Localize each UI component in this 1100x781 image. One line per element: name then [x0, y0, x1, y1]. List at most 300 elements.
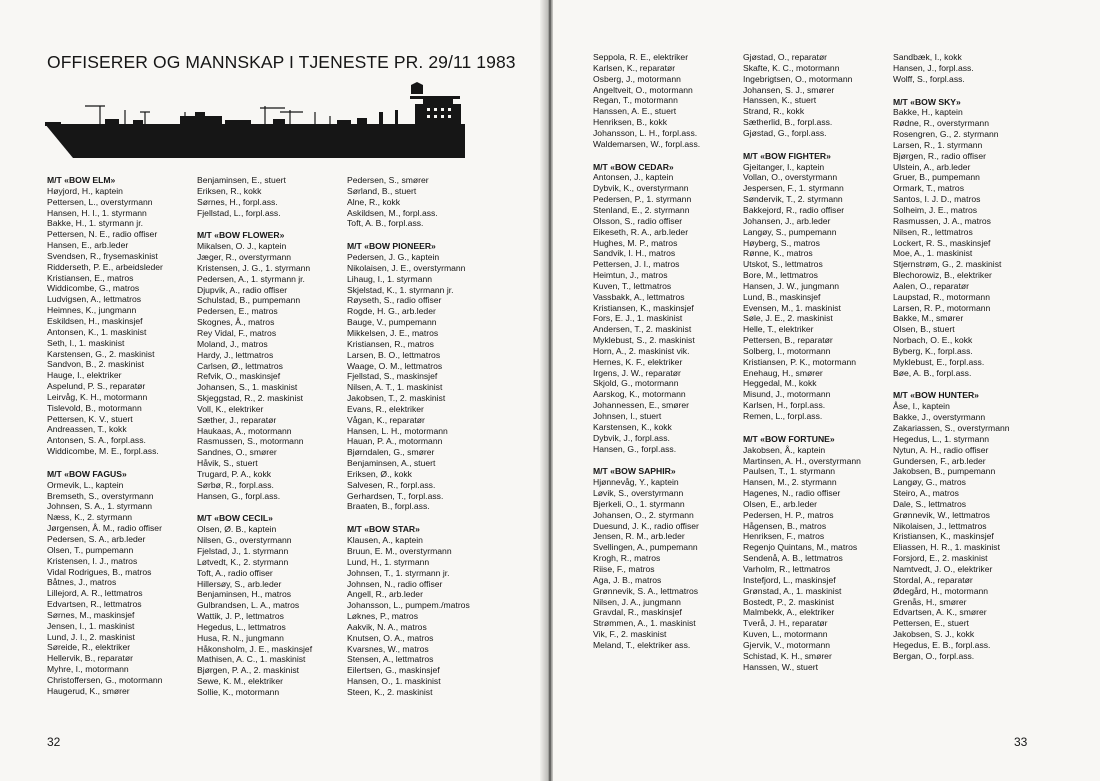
crew-member-line: Myhre, I., motormann	[47, 664, 129, 675]
crew-member-line: Tverå, J. H., reparatør	[743, 618, 828, 629]
crew-member-line: Seppola, R. E., elektriker	[593, 52, 689, 62]
crew-member-line: Braaten, B., forpl.ass.	[347, 501, 430, 512]
crew-member-line: Misund, J., motormann	[743, 389, 831, 400]
crew-column-1	[47, 175, 207, 709]
crew-member-line: Mikkelsen, J. E., matros	[347, 327, 439, 338]
crew-member-line: Henriksen, B., kokk	[593, 117, 668, 128]
crew-member-line: Evensen, M., 1. maskinist	[743, 302, 841, 313]
crew-member-line: Kristensen, I. J., matros	[47, 555, 138, 566]
crew-member-line: Edvartsen, A. K., smører	[893, 607, 987, 618]
crew-member-line: Røyseth, S., radio offiser	[347, 295, 442, 306]
crew-member-line: Ridderseth, P. E., arbeidsleder	[47, 261, 163, 272]
crew-member-line: Fjelstad, J., 1. styrmann	[197, 546, 289, 556]
crew-member-line: Johnsen, S. A., 1. styrmann	[47, 501, 153, 512]
crew-member-line: Sandbæk, I., kokk	[893, 52, 962, 62]
crew-member-line: Olsen, Ø. B., kaptein	[197, 524, 277, 535]
crew-member-line: Moe, A., 1. maskinist	[893, 248, 973, 259]
crew-member-line: Sewe, K. M., elektriker	[197, 676, 283, 687]
crew-member-line: Hillersøy, S., arb.leder	[197, 578, 282, 589]
crew-member-line: Bakkejord, R., radio offiser	[743, 204, 845, 215]
crew-member-line: Solberg, I., motormann	[743, 345, 831, 356]
crew-member-line: Djupvik, A., radio offiser	[197, 284, 288, 295]
crew-member-line: Karstensen, G., 2. maskinist	[47, 348, 155, 359]
crew-member-line: Laupstad, R., motormann	[893, 291, 990, 302]
crew-member-line: Sætherlid, B., forpl.ass.	[743, 117, 833, 128]
crew-member-line: Jørgensen, Å. M., radio offiser	[47, 523, 162, 534]
crew-member-line: Nikolaisen, J., lettmatros	[893, 520, 987, 531]
crew-member-line: Heggedal, M., kokk	[743, 378, 817, 389]
ship-heading: M/T «BOW FLOWER»	[197, 230, 285, 241]
page-number-left: 32	[47, 735, 61, 749]
crew-member-line: Osberg, J., motormann	[593, 73, 681, 84]
crew-member-line: Voll, K., elektriker	[197, 403, 264, 414]
crew-member-line: Ormevik, L., kaptein	[47, 479, 124, 490]
crew-member-line: Heimtun, J., matros	[593, 270, 668, 281]
crew-member-line: Pedersen, H. P., matros	[743, 509, 834, 520]
crew-member-line: Vik, F., 2. maskinist	[593, 629, 667, 640]
ship-crew-list	[347, 241, 507, 512]
crew-member-line: Sørnes, M., maskinsjef	[47, 609, 135, 620]
crew-member-line: Skjeggstad, R., 2. maskinist	[197, 393, 304, 404]
crew-member-line: Forsjord, E., 2. maskinist	[893, 553, 988, 564]
crew-member-line: Benjaminsen, E., stuert	[197, 175, 286, 185]
crew-member-line: Pedersen, E., matros	[197, 306, 278, 317]
crew-member-line: Rosengren, G., 2. styrmann	[893, 129, 999, 140]
crew-member-line: Remen, L., forpl.ass.	[743, 411, 823, 421]
crew-member-line: Lillejord, A. R., lettmatros	[47, 588, 143, 599]
crew-lines	[197, 175, 357, 218]
crew-member-line: Waage, O. M., lettmatros	[347, 360, 443, 371]
ship-heading: M/T «BOW CECIL»	[197, 513, 273, 524]
crew-member-line: Nytun, A. H., radio offiser	[893, 444, 989, 455]
crew-member-line: Johansen, S., 1. maskinist	[197, 382, 298, 393]
crew-member-line: Jakobsen, T., 2. maskinist	[347, 393, 446, 404]
crew-member-line: Karlsen, K., reparatør	[593, 62, 676, 73]
crew-member-line: Vågan, K., reparatør	[347, 414, 425, 425]
ship-heading: M/T «BOW FIGHTER»	[743, 150, 831, 161]
crew-lines	[347, 535, 507, 698]
crew-lines	[347, 252, 507, 512]
crew-member-line: Carlsen, Ø., lettmatros	[197, 360, 283, 371]
crew-member-line: Zakariassen, S., overstyrmann	[893, 423, 1010, 433]
crew-member-line: Steen, K., 2. maskinist	[347, 686, 433, 697]
ship-crew-list	[347, 524, 507, 698]
crew-member-line: Strand, R., kokk	[743, 106, 805, 117]
crew-member-line: Pettersen, J. I., matros	[593, 259, 680, 270]
ship-crew-list-continued	[893, 52, 1053, 85]
crew-member-line: Eilertsen, G., maskinsjef	[347, 665, 440, 676]
crew-member-line: Duesund, J. K., radio offiser	[593, 520, 699, 531]
crew-member-line: Antonsen, K., 1. maskinist	[47, 326, 147, 337]
ship-crew-list	[893, 97, 1053, 379]
crew-column-2	[197, 175, 357, 710]
crew-member-line: Gjøstad, G., forpl.ass.	[743, 127, 827, 138]
crew-member-line: Hansen, H. I., 1. styrmann	[47, 207, 147, 218]
crew-member-line: Angell, R., arb.leder	[347, 589, 423, 600]
crew-member-line: Fjellstad, L., forpl.ass.	[197, 207, 281, 218]
crew-member-line: Jensen, R. M., arb.leder	[593, 531, 685, 542]
crew-member-line: Karlsen, H., forpl.ass.	[743, 400, 826, 411]
crew-member-line: Langøy, S., pumpemann	[743, 226, 837, 237]
ship-heading: M/T «BOW ELM»	[47, 175, 116, 185]
ship-crew-list	[743, 434, 903, 673]
ship-crew-list-continued	[197, 175, 357, 218]
crew-member-line: Gjeitanger, I., kaptein	[743, 161, 825, 172]
ship-crew-list	[197, 230, 357, 501]
crew-member-line: Evans, R., elektriker	[347, 403, 424, 414]
crew-member-line: Pettersen, E., stuert	[893, 618, 969, 629]
crew-member-line: Johnsen, I., stuert	[593, 411, 662, 421]
crew-member-line: Ormark, T., matros	[893, 183, 964, 194]
crew-member-line: Olsson, S., radio offiser	[593, 215, 683, 226]
crew-member-line: Johansen, S. J., smører	[743, 84, 835, 95]
crew-member-line: Olsen, B., stuert	[893, 324, 955, 335]
tanker-ship-illustration	[45, 82, 495, 164]
crew-member-line: Stordal, A., reparatør	[893, 574, 973, 585]
crew-lines	[197, 524, 357, 698]
ship-crew-list	[743, 151, 903, 422]
crew-member-line: Pedersen, A., 1. styrmann jr.	[197, 273, 305, 284]
crew-member-line: Irgens, J. W., reparatør	[593, 367, 681, 378]
crew-member-line: Haukaas, A., motormann	[197, 425, 292, 436]
crew-member-line: Søndervik, T., 2. styrmann	[743, 194, 843, 205]
crew-member-line: Jakobsen, B., pumpemann	[893, 466, 996, 477]
ship-crew-list	[893, 390, 1053, 661]
crew-member-line: Rasmussen, J. A., matros	[893, 215, 991, 226]
crew-member-line: Lund, J. I., 2. maskinist	[47, 631, 135, 642]
crew-member-line: Aalen, O., reparatør	[893, 280, 969, 291]
crew-member-line: Aga, J. B., matros	[593, 574, 662, 585]
crew-member-line: Karstensen, K., kokk	[593, 421, 672, 432]
crew-member-line: Skjold, G., motormann	[593, 378, 679, 389]
ship-heading: M/T «BOW FAGUS»	[47, 468, 127, 479]
crew-member-line: Larsen, B. O., lettmatros	[347, 349, 441, 360]
crew-member-line: Kristiansen, K., maskinsjef	[593, 302, 694, 313]
crew-member-line: Hegedus, L., 1. styrmann	[893, 433, 990, 444]
crew-member-line: Pettersen, N. E., radio offiser	[47, 229, 158, 240]
crew-member-line: Haugerud, K., smører	[47, 685, 130, 696]
crew-member-line: Bore, M., lettmatros	[743, 270, 818, 281]
crew-member-line: Hjønnevåg, Y., kaptein	[593, 477, 679, 488]
crew-member-line: Askildsen, M., forpl.ass.	[347, 207, 438, 218]
crew-member-line: Solheim, J. E., matros	[893, 204, 978, 215]
ship-heading: M/T «BOW CEDAR»	[593, 161, 674, 172]
crew-member-line: Bjerkeli, O., 1. styrmann	[593, 498, 685, 509]
crew-member-line: Eriksen, Ø., kokk	[347, 468, 412, 479]
crew-member-line: Nilsen, A. T., 1. maskinist	[347, 382, 443, 393]
crew-member-line: Grenås, H., smører	[893, 596, 967, 607]
crew-member-line: Håvik, S., stuert	[197, 458, 258, 469]
ship-heading: M/T «BOW SKY»	[893, 96, 961, 107]
crew-member-line: Hanssen, W., stuert	[743, 661, 818, 672]
crew-lines	[593, 477, 753, 651]
ship-heading: M/T «BOW FORTUNE»	[743, 433, 835, 444]
crew-member-line: Krogh, R., matros	[593, 553, 661, 564]
crew-member-line: Hernes, K. F., elektriker	[593, 356, 683, 367]
crew-member-line: Gundersen, F., arb.leder	[893, 455, 986, 466]
crew-member-line: Salvesen, R., forpl.ass.	[347, 479, 436, 490]
ship-heading: M/T «BOW HUNTER»	[893, 390, 979, 401]
crew-member-line: Paulsen, T., 1. styrmann	[743, 466, 836, 477]
crew-member-line: Rasmussen, S., motormann	[197, 436, 304, 447]
crew-member-line: Martinsen, A. H., overstyrmann	[743, 455, 861, 466]
crew-member-line: Myklebust, S., 2. maskinist	[593, 335, 695, 346]
crew-member-line: Widdicombe, G., matros	[47, 283, 140, 294]
crew-member-line: Vassbakk, A., lettmatros	[593, 291, 685, 302]
crew-member-line: Mathisen, A. C., 1. maskinist	[197, 654, 306, 665]
crew-member-line: Angeltveit, O., motormann	[593, 84, 693, 95]
crew-member-line: Svendsen, R., frysemaskinist	[47, 250, 158, 261]
crew-member-line: Byberg, K., forpl.ass.	[893, 345, 973, 356]
crew-member-line: Søreide, R., elektriker	[47, 642, 131, 653]
crew-member-line: Johansson, L., pumpem./matros	[347, 600, 470, 611]
crew-member-line: Hauge, I., elektriker	[47, 370, 122, 381]
crew-member-line: Enehaug, H., smører	[743, 367, 823, 378]
ship-heading: M/T «BOW SAPHIR»	[593, 466, 676, 477]
crew-member-line: Åse, I., kaptein	[893, 401, 950, 412]
crew-member-line: Wolff, S., forpl.ass.	[893, 73, 965, 84]
crew-member-line: Helle, T., elektriker	[743, 324, 814, 335]
crew-member-line: Jæger, R., overstyrmann	[197, 252, 292, 263]
crew-member-line: Antonsen, J., kaptein	[593, 172, 674, 183]
crew-member-line: Johnsen, T., 1. styrmann jr.	[347, 567, 450, 578]
crew-member-line: Mikalsen, O. J., kaptein	[197, 241, 287, 252]
crew-member-line: Lockert, R. S., maskinsjef	[893, 237, 991, 248]
crew-lines	[47, 186, 207, 457]
crew-member-line: Sandvon, B., 2. maskinist	[47, 359, 144, 370]
crew-member-line: Johansson, L. H., forpl.ass.	[593, 127, 698, 138]
crew-member-line: Instefjord, L., maskinsjef	[743, 574, 836, 585]
crew-member-line: Hansen, J., forpl.ass.	[893, 62, 974, 73]
crew-member-line: Pettersen, L., overstyrmann	[47, 196, 153, 207]
crew-member-line: Edvartsen, R., lettmatros	[47, 599, 142, 610]
crew-lines	[743, 445, 903, 673]
crew-member-line: Bjørgen, R., radio offiser	[893, 150, 986, 161]
crew-column-4	[593, 52, 753, 663]
crew-member-line: Antonsen, S. A., forpl.ass.	[47, 435, 146, 446]
crew-member-line: Eskildsen, H., maskinsjef	[47, 315, 143, 326]
ship-heading: M/T «BOW PIONEER»	[347, 241, 436, 252]
crew-member-line: Gjøstad, O., reparatør	[743, 52, 828, 62]
ship-crew-list	[47, 175, 207, 457]
crew-member-line: Kristiansen, P. K., motormann	[743, 356, 857, 367]
crew-member-line: Håkonsholm, J. E., maskinsjef	[197, 643, 313, 654]
crew-member-line: Kvarsnes, W., matros	[347, 643, 429, 654]
crew-member-line: Pedersen, S. A., arb.leder	[47, 534, 146, 544]
crew-member-line: Bøe, A. B., forpl.ass.	[893, 367, 972, 378]
crew-member-line: Fjellstad, S., maskinsjef	[347, 371, 438, 382]
crew-member-line: Leirvåg, K. H., motormann	[47, 391, 148, 402]
crew-member-line: Rødne, R., overstyrmann	[893, 118, 989, 129]
crew-member-line: Jakobsen, Å., kaptein	[743, 444, 826, 455]
crew-member-line: Rogde, H. G., arb.leder	[347, 306, 436, 317]
crew-member-line: Jespersen, F., 1. styrmann	[743, 183, 844, 194]
crew-member-line: Eikeseth, R. A., arb.leder	[593, 226, 689, 237]
crew-member-line: Aarskog, K., motormann	[593, 389, 686, 400]
crew-member-line: Ludvigsen, A., lettmatros	[47, 294, 142, 305]
crew-member-line: Toft, A. B., forpl.ass.	[347, 218, 424, 229]
page-number-right: 33	[1014, 735, 1028, 749]
crew-member-line: Riise, F., matros	[593, 563, 655, 574]
crew-member-line: Johansen, J., arb.leder	[743, 215, 831, 226]
crew-member-line: Dybvik, J., forpl.ass.	[593, 432, 670, 443]
crew-lines	[893, 107, 1053, 378]
crew-member-line: Eliassen, H. R., 1. maskinist	[893, 542, 1000, 553]
crew-member-line: Benjaminsen, H., matros	[197, 589, 292, 600]
crew-member-line: Nilsen, J. A., jungmann	[593, 596, 681, 607]
crew-member-line: Johansen, O., 2. styrmann	[593, 509, 694, 520]
crew-member-line: Fors, E. J., 1. maskinist	[593, 313, 683, 324]
crew-member-line: Pettersen, K. V., stuert	[47, 413, 133, 424]
crew-member-line: Gjervik, V., motormann	[743, 639, 831, 650]
crew-member-line: Høyberg, S., matros	[743, 237, 820, 248]
page-title: OFFISERER OG MANNSKAP I TJENESTE PR. 29/11 1983	[47, 52, 516, 72]
ship-crew-list-continued	[347, 175, 507, 229]
ship-crew-list	[593, 466, 753, 650]
crew-member-line: Bauge, V., pumpemann	[347, 317, 437, 328]
crew-lines	[197, 241, 357, 501]
crew-member-line: Nilsen, R., lettmatros	[893, 226, 973, 237]
crew-member-line: Steiro, A., matros	[893, 488, 959, 499]
crew-member-line: Næss, K., 2. styrmann	[47, 512, 133, 523]
crew-member-line: Seth, I., 1. maskinist	[47, 337, 125, 348]
crew-member-line: Bakke, H., 1. styrmann jr.	[47, 218, 143, 229]
crew-member-line: Hansen, G., forpl.ass.	[593, 443, 677, 454]
crew-member-line: Gruer, B., pumpemann	[893, 172, 980, 183]
crew-member-line: Moland, J., matros	[197, 338, 268, 349]
left-page	[0, 0, 549, 781]
crew-member-line: Stensen, A., lettmatros	[347, 654, 434, 665]
crew-member-line: Sendenå, A. B., lettmatros	[743, 553, 843, 564]
crew-member-line: Bakke, H., kaptein	[893, 107, 963, 118]
crew-member-line: Eriksen, R., kokk	[197, 185, 262, 196]
crew-member-line: Horn, A., 2. maskinist vik.	[593, 345, 690, 356]
crew-member-line: Regan, T., motormann	[593, 95, 678, 106]
crew-member-line: Gulbrandsen, L. A., matros	[197, 600, 300, 611]
crew-member-line: Pettersen, B., reparatør	[743, 335, 833, 346]
ship-crew-list-continued	[743, 52, 903, 139]
crew-member-line: Hellervik, B., reparatør	[47, 653, 133, 664]
crew-member-line: Stenland, E., 2. styrmann	[593, 204, 690, 215]
crew-member-line: Meland, T., elektriker ass.	[593, 639, 691, 650]
crew-member-line: Kristiansen, R., matros	[347, 338, 434, 349]
crew-member-line: Sandvik, I. H., matros	[593, 248, 676, 259]
crew-member-line: Johnsen, N., radio offiser	[347, 578, 443, 589]
crew-member-line: Blechorowiz, B., elektriker	[893, 270, 992, 281]
crew-member-line: Pedersen, P., 1. styrmann	[593, 194, 692, 205]
crew-member-line: Høyjord, H., kaptein	[47, 185, 123, 196]
crew-member-line: Kuven, L., motormann	[743, 629, 828, 640]
crew-member-line: Bostedt, P., 2. maskinist	[743, 596, 835, 607]
crew-member-line: Grønnevik, W., lettmatros	[893, 509, 990, 520]
crew-member-line: Schulstad, B., pumpemann	[197, 295, 301, 306]
crew-lines	[47, 480, 207, 697]
crew-member-line: Skognes, Å., matros	[197, 317, 275, 328]
crew-lines	[347, 175, 507, 229]
crew-member-line: Rønne, K., matros	[743, 248, 813, 259]
crew-column-6	[893, 52, 1053, 674]
crew-lines	[593, 172, 753, 454]
crew-member-line: Benjaminsen, A., stuert	[347, 458, 436, 469]
crew-member-line: Hansen, M., 2. styrmann	[743, 477, 837, 488]
crew-member-line: Gerhardsen, T., forpl.ass.	[347, 490, 444, 501]
crew-member-line: Hardy, J., lettmatros	[197, 349, 274, 360]
crew-member-line: Båtnes, J., matros	[47, 577, 117, 588]
crew-member-line: Sandnes, O., smører	[197, 447, 277, 458]
crew-member-line: Lihaug, I., 1. styrmann	[347, 273, 433, 284]
crew-lines	[743, 162, 903, 422]
crew-member-line: Larsen, R. P., motormann	[893, 302, 991, 313]
crew-member-line: Sørbø, R., forpl.ass.	[197, 479, 274, 490]
crew-member-line: Christoffersen, G., motormann	[47, 674, 163, 685]
crew-member-line: Dale, S., lettmatros	[893, 498, 967, 509]
crew-member-line: Utskot, S., lettmatros	[743, 259, 823, 270]
crew-member-line: Wattik, J. P., lettmatros	[197, 611, 284, 622]
crew-member-line: Løknes, P., matros	[347, 611, 419, 622]
crew-member-line: Jakobsen, S. J., kokk	[893, 629, 975, 640]
crew-member-line: Rey Vidal, F., matros	[197, 327, 277, 338]
crew-lines	[743, 52, 903, 139]
crew-member-line: Myklebust, E., forpl.ass.	[893, 356, 985, 367]
crew-member-line: Bremseth, S., overstyrmann	[47, 490, 154, 501]
crew-member-line: Santos, I. J. D., matros	[893, 194, 981, 205]
crew-member-line: Hansen, J. W., jungmann	[743, 280, 840, 291]
crew-member-line: Hanssen, A. E., stuert	[593, 106, 677, 117]
crew-member-line: Skafte, K. C., motormann	[743, 62, 840, 73]
crew-member-line: Schistad, K. H., smører	[743, 650, 832, 661]
crew-member-line: Ødegård, H., motormann	[893, 585, 989, 596]
crew-lines	[893, 401, 1053, 661]
crew-member-line: Hanssen, K., stuert	[743, 95, 817, 106]
crew-member-line: Bruun, E. M., overstyrmann	[347, 546, 452, 556]
crew-member-line: Skjelstad, K., 1. styrmann jr.	[347, 284, 454, 295]
crew-member-line: Grønstad, A., 1. maskinist	[743, 585, 842, 596]
crew-member-line: Ingebrigtsen, O., motormann	[743, 73, 853, 84]
crew-lines	[893, 52, 1053, 85]
crew-member-line: Kristiansen, E., matros	[47, 272, 134, 283]
crew-member-line: Sollie, K., motormann	[197, 686, 280, 697]
ship-crew-list	[47, 469, 207, 697]
crew-lines	[593, 52, 753, 150]
crew-member-line: Pedersen, S., smører	[347, 175, 429, 185]
crew-member-line: Bjørgen, P. A., 2. maskinist	[197, 665, 300, 676]
crew-member-line: Refvik, O., maskinsjef	[197, 371, 281, 382]
crew-member-line: Løvik, S., overstyrmann	[593, 488, 684, 499]
crew-member-line: Varholm, R., lettmatros	[743, 563, 831, 574]
crew-member-line: Hauan, P. A., motormann	[347, 436, 443, 447]
crew-column-5	[743, 52, 903, 684]
crew-member-line: Husa, R. N., jungmann	[197, 632, 284, 643]
crew-member-line: Nilsen, G., overstyrmann	[197, 535, 292, 546]
crew-member-line: Hågensen, B., matros	[743, 520, 827, 531]
crew-member-line: Alne, R., kokk	[347, 196, 401, 207]
crew-member-line: Kristiansen, K., maskinsjef	[893, 531, 994, 542]
crew-member-line: Aakvik, N. A., matros	[347, 621, 427, 632]
crew-member-line: Bergan, O., forpl.ass.	[893, 650, 975, 661]
crew-member-line: Henriksen, F., matros	[743, 531, 825, 542]
crew-member-line: Grønnevik, S. A., lettmatros	[593, 585, 699, 596]
crew-member-line: Vollan, O., overstyrmann	[743, 172, 838, 183]
crew-member-line: Toft, A., radio offiser	[197, 567, 273, 578]
crew-member-line: Klausen, A., kaptein	[347, 535, 423, 546]
crew-member-line: Hansen, E., arb.leder	[47, 240, 129, 251]
crew-member-line: Søle, J. E., 2. maskinist	[743, 313, 833, 324]
crew-member-line: Aspelund, P. S., reparatør	[47, 381, 146, 392]
crew-member-line: Jensen, I., 1. maskinist	[47, 620, 135, 631]
crew-member-line: Sørnes, H., forpl.ass.	[197, 196, 278, 207]
crew-member-line: Hagenes, N., radio offiser	[743, 488, 841, 499]
crew-member-line: Gravdal, R., maskinsjef	[593, 607, 682, 618]
